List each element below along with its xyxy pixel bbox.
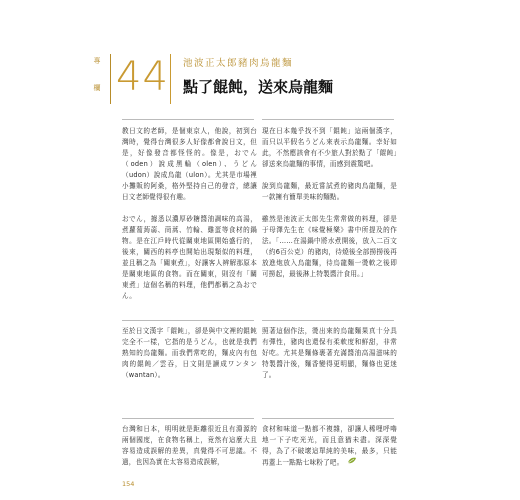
right-text-block-1 bbox=[262, 126, 397, 280]
paragraph: 教日文的老師，是個東京人，他說，初到台灣時，覺得台灣很多人好像都會說日文，但是，好像發音都怪怪的。像是，おでん（oden）說成黑輪（olen）、うどん（udon）說成烏龍（ulon）。尤其是市場裡小攤販的阿桑，格外堅持自己的發音，總讓日文老師覺得很有趣。 bbox=[122, 127, 257, 201]
paragraph: 台灣和日本，明明就是距離很近且有淵源的兩個國度，在食物名稱上，竟然有這麼大且容易造成誤解的差異，真覺得不可思議。不過，也因為實在太容易造成誤解， bbox=[122, 425, 257, 466]
left-text-block-1 bbox=[122, 126, 257, 302]
chapter-subtitle: 池波正太郎豬肉烏龍麵 bbox=[183, 58, 294, 69]
title-divider bbox=[170, 54, 171, 104]
right-text-block-3 bbox=[262, 424, 397, 469]
chapter-title: 點了餛飩，送來烏龍麵 bbox=[183, 78, 334, 96]
left-top-rule bbox=[122, 119, 254, 120]
column-label-char-1: 專 bbox=[93, 57, 101, 65]
paragraph: 雖然是池波正太郎先生常常做的料理，卻是于母澤先生在《味覺極樂》書中所提及的作法。「……在湯鍋中將水煮開後，放入二百文（約6百公克）的豬肉，待燒後全部撈撈後再放進炮放入烏龍麵，待烏龍麵一燙軟之後即可撈起，最後淋上特製醬汁食用。」 bbox=[262, 215, 397, 278]
page-number: 154 bbox=[122, 480, 135, 488]
paragraph: 照著這個作法，燙出來的烏龍麵果真十分具有彈性，豬肉也還保有柔軟度和鮮甜，非常好吃。尤其是麵條裹著充滿醬油高湯滋味的特製醬汁後，麵香變得更明顯，麵條也更迷了。 bbox=[262, 327, 397, 379]
right-top-rule bbox=[262, 119, 394, 120]
column-label bbox=[91, 57, 103, 93]
paragraph: 現在日本幾乎找不到「餛飩」這兩個漢字，而只以平假名うどん來表示烏龍麵。幸好如此，不然應該會有不少旅人對於點了「餛飩」卻送來烏龍麵的事情，而感到震驚吧。 bbox=[262, 127, 397, 168]
chapter-number: 44 bbox=[116, 54, 169, 100]
left-text-block-2 bbox=[122, 326, 257, 381]
side-divider bbox=[110, 54, 111, 104]
column-label-char-2: 欄 bbox=[93, 84, 101, 92]
left-text-block-3 bbox=[122, 424, 257, 468]
paragraph: おでん，據悉以濃厚砂糖醬油調味的高湯，煮蘿蔔蒟蒻、茼蒿、竹輪、雞蛋等食材的鍋物。是在江戶時代從關東地區開始盛行的，後來，關西的料亭也開始出現類似的料理，並且稱之為「關東煮」，好讓客人辨解那原本是關東地區的食物。而在關東，則沒有「關東煮」這個名稱的料理，他們都稱之為おでん。 bbox=[122, 215, 257, 300]
right-mid-rule bbox=[262, 320, 394, 321]
paragraph: 至於日文漢字「餛飩」，卻是與中文裡的餛飩完全不一樣，它指的是うどん，也就是我們熟知的烏龍麵。而我們常吃的，麵皮內有包肉的餛飩／雲吞，日文則是讀成ワンタン（wantan）。 bbox=[122, 327, 257, 379]
left-lower-rule bbox=[122, 418, 254, 419]
right-lower-rule bbox=[262, 418, 394, 419]
paragraph: 食材和味道一點都不複雜，卻讓人稀哩呼嚕地一下子吃光光，而且意猶未盡。深深覺得，為了不破壞這單純的美味，最多，只能再蓋上一點點七味粉了吧。 bbox=[262, 425, 397, 467]
left-mid-rule bbox=[122, 320, 254, 321]
right-text-block-2 bbox=[262, 326, 397, 381]
paragraph: 說到烏龍麵，最近嘗試煮的豬肉烏龍麵，是一款擁有簡單美味的麵點。 bbox=[262, 182, 397, 201]
leaf-icon bbox=[347, 457, 357, 468]
